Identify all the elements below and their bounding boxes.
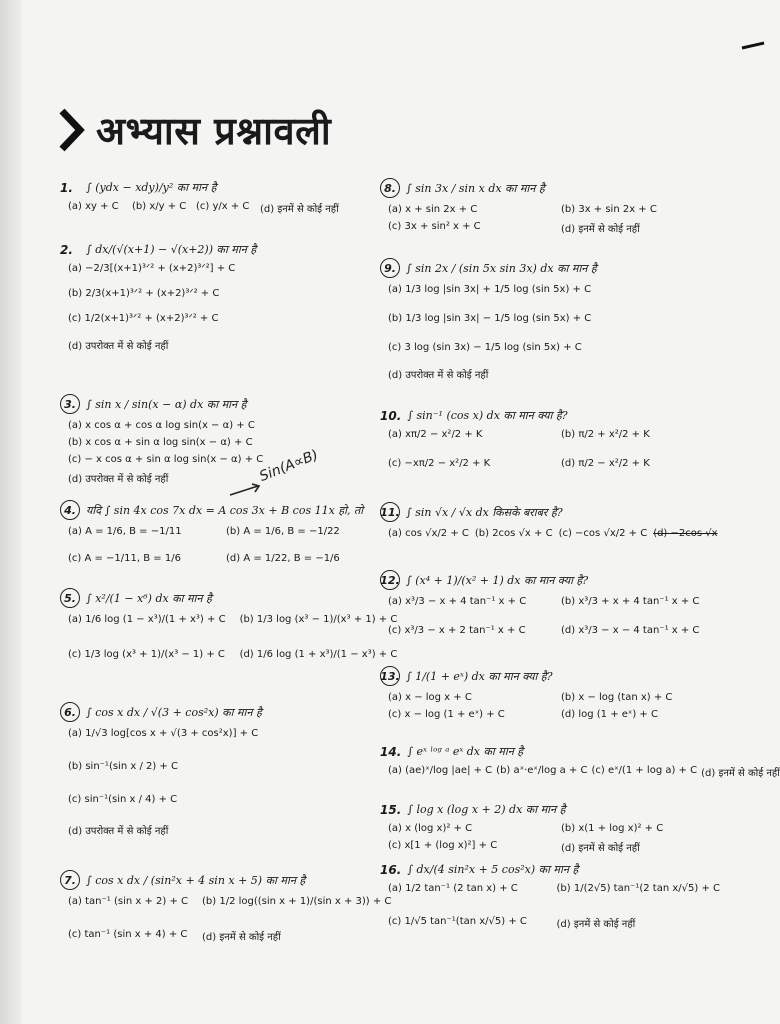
- option-b: (b) x(1 + log x)² + C: [561, 823, 664, 834]
- option-d: (d) log (1 + eˣ) + C: [561, 709, 658, 720]
- option-d: (d) A = 1/22, B = −1/6: [226, 553, 340, 564]
- question-number: 9.: [380, 258, 400, 278]
- question-text: ∫ sin 2x / (sin 5x sin 3x) dx का मान है: [406, 261, 597, 275]
- question-number: 6.: [60, 702, 80, 722]
- question-text: ∫ sin x / sin(x − α) dx का मान है: [86, 397, 247, 411]
- question-number: 10.: [380, 408, 402, 423]
- question-text: ∫ sin √x / √x dx किसके बराबर है?: [406, 505, 563, 519]
- option-b: (b) x/y + C: [132, 201, 187, 212]
- question-7: [60, 870, 392, 949]
- option-d: (d) x³/3 − x − 4 tan⁻¹ x + C: [561, 625, 700, 636]
- option-d: (d) इनमें से कोई नहीं: [701, 768, 780, 779]
- question-number: 15.: [380, 802, 402, 817]
- option-a: (a) 1/3 log |sin 3x| + 1/5 log (sin 5x) + C: [388, 284, 592, 295]
- option-d: (d) उपरोक्त में से कोई नहीं: [68, 474, 169, 485]
- option-c: (c) x[1 + (log x)²] + C: [388, 840, 498, 851]
- option-b: (b) aˣ·eˣ/log a + C: [496, 765, 588, 776]
- option-c: (c) tan⁻¹ (sin x + 4) + C: [68, 929, 188, 940]
- option-b: (b) 1/(2√5) tan⁻¹(2 tan x/√5) + C: [556, 883, 720, 894]
- option-a: (a) 1/2 tan⁻¹ (2 tan x) + C: [388, 883, 518, 894]
- question-number: 2.: [60, 242, 73, 257]
- option-d: (d) π/2 − x²/2 + K: [561, 458, 650, 469]
- handwritten-arrow-icon: [228, 482, 262, 498]
- option-c: (c) −xπ/2 − x²/2 + K: [388, 458, 491, 469]
- question-11: [380, 502, 720, 545]
- option-b: (b) 2/3(x+1)³ᐟ² + (x+2)³ᐟ² + C: [68, 288, 220, 299]
- option-b: (b) x³/3 + x + 4 tan⁻¹ x + C: [561, 596, 700, 607]
- option-d: (d) इनमें से कोई नहीं: [561, 843, 640, 854]
- option-d: (d) इनमें से कोई नहीं: [556, 919, 636, 930]
- option-b: (b) x − log (tan x) + C: [561, 692, 673, 703]
- option-b: (b) 1/3 log |sin 3x| − 1/5 log (sin 5x) + C: [388, 313, 592, 324]
- question-text: यदि ∫ sin 4x cos 7x dx = A cos 3x + B cos 11x हो, तो: [86, 503, 364, 517]
- option-a: (a) tan⁻¹ (sin x + 2) + C: [68, 896, 189, 907]
- question-6: [60, 702, 370, 843]
- option-b: (b) 1/2 log((sin x + 1)/(sin x + 3)) + C: [202, 896, 392, 907]
- option-d: (d) −2cos √x: [653, 528, 718, 539]
- option-c: (c) sin⁻¹(sin x / 4) + C: [68, 794, 178, 805]
- question-8: [380, 178, 720, 241]
- option-c: (c) eˣ/(1 + log a) + C: [591, 765, 698, 776]
- question-9: [380, 258, 720, 387]
- option-c: (c) y/x + C: [196, 201, 250, 212]
- option-d: (d) उपरोक्त में से कोई नहीं: [388, 370, 489, 381]
- option-a: (a) cos √x/2 + C: [388, 528, 469, 539]
- page-title: [58, 104, 331, 156]
- question-text: ∫ sin⁻¹ (cos x) dx का मान क्या है?: [407, 409, 568, 422]
- question-number: 3.: [60, 394, 80, 414]
- option-a: (a) 1/6 log (1 − x³)/(1 + x³) + C: [68, 614, 226, 625]
- option-d: (d) इनमें से कोई नहीं: [202, 932, 281, 943]
- question-number: 7.: [60, 870, 80, 890]
- question-text: ∫ sin 3x / sin x dx का मान है: [406, 181, 545, 195]
- option-a: (a) x cos α + cos α log sin(x − α) + C: [68, 420, 255, 431]
- question-number: 12.: [380, 570, 400, 590]
- chevron-right-icon: [58, 107, 84, 153]
- question-text: ∫ dx/(4 sin²x + 5 cos²x) का मान है: [407, 863, 579, 876]
- question-text: ∫ (x⁴ + 1)/(x² + 1) dx का मान क्या है?: [406, 573, 589, 587]
- question-15: [380, 802, 720, 860]
- question-number: 11.: [380, 502, 400, 522]
- option-a: (a) xy + C: [68, 201, 119, 212]
- question-number: 5.: [60, 588, 80, 608]
- option-a: (a) x (log x)² + C: [388, 823, 473, 834]
- question-16: [380, 862, 720, 936]
- question-3: [60, 394, 370, 491]
- option-b: (b) A = 1/6, B = −1/22: [226, 526, 340, 537]
- option-b: (b) π/2 + x²/2 + K: [561, 429, 650, 440]
- option-d: (d) उपरोक्त में से कोई नहीं: [68, 341, 169, 352]
- corner-ink-mark: [742, 42, 764, 50]
- option-a: (a) 1/√3 log[cos x + √(3 + cos²x)] + C: [68, 728, 259, 739]
- option-a: (a) xπ/2 − x²/2 + K: [388, 429, 483, 440]
- option-a: (a) x − log x + C: [388, 692, 472, 703]
- option-d: (d) इनमें से कोई नहीं: [260, 204, 339, 215]
- question-number: 13.: [380, 666, 400, 686]
- question-number: 1.: [60, 180, 73, 195]
- option-d: (d) 1/6 log (1 + x³)/(1 − x³) + C: [239, 649, 398, 660]
- option-c: (c) 1/2(x+1)³ᐟ² + (x+2)³ᐟ² + C: [68, 313, 219, 324]
- question-text: ∫ x²/(1 − x⁶) dx का मान है: [86, 591, 212, 605]
- option-a: (a) x + sin 2x + C: [388, 204, 478, 215]
- option-c: (c) 1/3 log (x³ + 1)/(x³ − 1) + C: [68, 649, 225, 660]
- option-c: (c) −cos √x/2 + C: [558, 528, 648, 539]
- option-b: (b) 2cos √x + C: [474, 528, 553, 539]
- option-d: (d) उपरोक्त में से कोई नहीं: [68, 826, 169, 837]
- option-b: (b) 1/3 log (x³ − 1)/(x³ + 1) + C: [239, 614, 398, 625]
- question-text: ∫ dx/(√(x+1) − √(x+2)) का मान है: [86, 243, 257, 256]
- option-a: (a) A = 1/6, B = −1/11: [68, 526, 182, 537]
- question-text: ∫ (ydx − xdy)/y² का मान है: [86, 181, 217, 194]
- question-10: [380, 408, 720, 475]
- option-c: (c) A = −1/11, B = 1/6: [68, 553, 181, 564]
- option-a: (a) x³/3 − x + 4 tan⁻¹ x + C: [388, 596, 527, 607]
- option-b: (b) x cos α + sin α log sin(x − α) + C: [68, 437, 253, 448]
- option-b: (b) 3x + sin 2x + C: [561, 204, 657, 215]
- question-2: [60, 242, 370, 358]
- question-text: ∫ log x (log x + 2) dx का मान है: [407, 803, 566, 816]
- option-c: (c) 3 log (sin 3x) − 1/5 log (sin 5x) + C: [388, 342, 582, 353]
- option-d: (d) इनमें से कोई नहीं: [561, 224, 640, 235]
- question-5: [60, 588, 398, 666]
- question-4: [60, 500, 370, 570]
- question-14: [380, 744, 780, 785]
- question-text: ∫ 1/(1 + eˣ) dx का मान क्या है?: [406, 669, 553, 683]
- scan-edge-shadow: [0, 0, 22, 1024]
- question-text: ∫ cos x dx / √(3 + cos²x) का मान है: [86, 705, 262, 719]
- question-number: 14.: [380, 744, 402, 759]
- question-13: [380, 666, 720, 726]
- option-c: (c) 3x + sin² x + C: [388, 221, 481, 232]
- question-number: 4.: [60, 500, 80, 520]
- option-c: (c) x − log (1 + eˣ) + C: [388, 709, 505, 720]
- option-c: (c) − x cos α + sin α log sin(x − α) + C: [68, 454, 264, 465]
- option-c: (c) x³/3 − x + 2 tan⁻¹ x + C: [388, 625, 526, 636]
- option-b: (b) sin⁻¹(sin x / 2) + C: [68, 761, 178, 772]
- question-text: ∫ eˣ ˡᵒᵍ ᵃ eˣ dx का मान है: [407, 745, 524, 758]
- question-12: [380, 570, 720, 642]
- question-text: ∫ cos x dx / (sin²x + 4 sin x + 5) का मान है: [86, 873, 306, 887]
- question-number: 16.: [380, 862, 402, 877]
- title-text: अभ्यास प्रश्नावली: [96, 109, 332, 153]
- option-c: (c) 1/√5 tan⁻¹(tan x/√5) + C: [388, 916, 527, 927]
- handwritten-annotation: Sin(A∝B): [257, 447, 321, 485]
- option-a: (a) −2/3[(x+1)³ᐟ² + (x+2)³ᐟ²] + C: [68, 263, 236, 274]
- question-number: 8.: [380, 178, 400, 198]
- question-1: [60, 180, 370, 221]
- option-a: (a) (ae)ˣ/log |ae| + C: [388, 765, 493, 776]
